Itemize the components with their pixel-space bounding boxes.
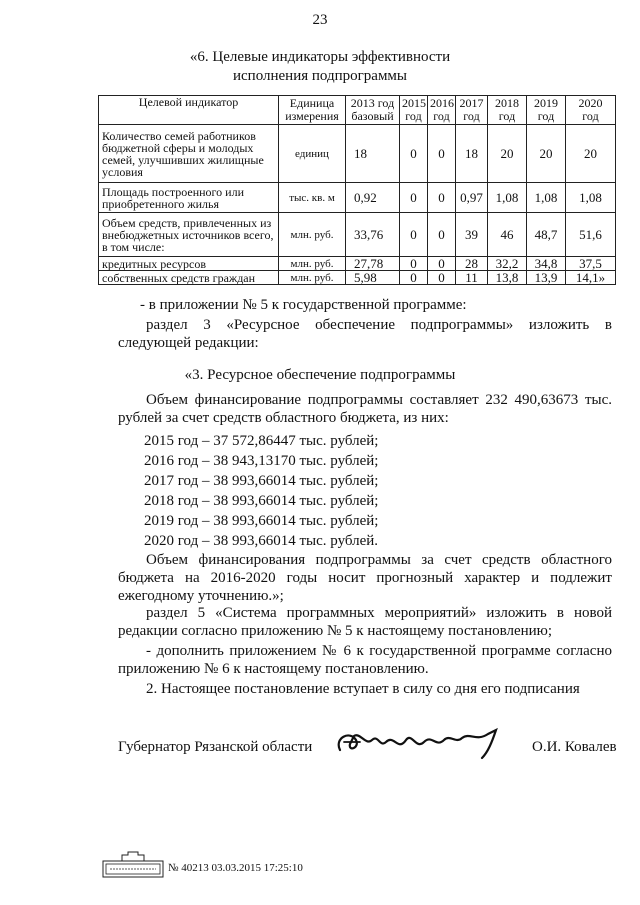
- header-cell: 2015 год: [400, 96, 428, 125]
- value-cell: 46: [488, 213, 527, 257]
- document-stamp-info: № 40213 03.03.2015 17:25:10: [168, 862, 303, 874]
- page-number: 23: [312, 12, 328, 28]
- indicator-name: Площадь построенного или приобретенного жилья: [99, 183, 279, 213]
- year-line-2019: 2019 год – 38 993,66014 тыс. рублей;: [144, 513, 379, 529]
- value-cell: 0: [428, 257, 456, 271]
- indicator-name: Количество семей работников бюджетной сферы и молодых семей, улучшивших жилищные условия: [99, 125, 279, 183]
- paragraph-appendix5: - в приложении № 5 к государственной программе:: [140, 297, 467, 313]
- value-cell: 20: [488, 125, 527, 183]
- paragraph-forecast: Объем финансирования подпрограммы за счет средств областного бюджета на 2016-2020 годы носит прогнозный характер и подлежит ежегодному уточнению.»;: [118, 552, 612, 604]
- unit-cell: млн. руб.: [279, 257, 346, 271]
- value-cell: 0: [428, 271, 456, 285]
- section-title: [100, 48, 540, 86]
- value-cell: 13,8: [488, 271, 527, 285]
- value-cell: 13,9: [527, 271, 566, 285]
- value-cell: 0: [400, 257, 428, 271]
- header-cell: 2018 год: [488, 96, 527, 125]
- value-cell: 37,5: [566, 257, 616, 271]
- table-row: [99, 213, 616, 257]
- paragraph-section3-edit: раздел 3 «Ресурсное обеспечение подпрограммы» изложить в следующей редакции:: [118, 317, 612, 351]
- unit-cell: млн. руб.: [279, 271, 346, 285]
- value-cell: 0: [428, 213, 456, 257]
- section-title-line2: исполнения подпрограммы: [232, 68, 408, 84]
- value-cell: 0: [400, 271, 428, 285]
- handwritten-signature: [320, 722, 520, 762]
- value-cell: 20: [527, 125, 566, 183]
- table-row: [99, 183, 616, 213]
- indicator-name: Объем средств, привлеченных из внебюджетных источников всего, в том числе:: [99, 213, 279, 257]
- value-cell: 39: [456, 213, 488, 257]
- table-row: [99, 257, 616, 271]
- value-cell: 20: [566, 125, 616, 183]
- value-cell: 0,92: [346, 183, 400, 213]
- value-cell: 5,98: [346, 271, 400, 285]
- indicator-name: собственных средств граждан: [99, 271, 279, 285]
- indicators-table: [98, 95, 616, 285]
- year-line-2020: 2020 год – 38 993,66014 тыс. рублей.: [144, 533, 379, 549]
- value-cell: 32,2: [488, 257, 527, 271]
- paragraph-effective: 2. Настоящее постановление вступает в силу со дня его подписания: [146, 681, 580, 697]
- value-cell: 14,1»: [566, 271, 616, 285]
- header-cell: Целевой индикатор: [99, 96, 279, 125]
- value-cell: 1,08: [566, 183, 616, 213]
- year-line-2016: 2016 год – 38 943,13170 тыс. рублей;: [144, 453, 379, 469]
- value-cell: 0: [400, 213, 428, 257]
- header-cell: 2016 год: [428, 96, 456, 125]
- emblem-stamp: [102, 849, 164, 879]
- paragraph-section5-edit: раздел 5 «Система программных мероприятий» изложить в новой редакции согласно приложению № 5 к настоящему постановлению;: [118, 605, 612, 639]
- signatory-name: О.И. Ковалев: [532, 739, 617, 755]
- value-cell: 0,97: [456, 183, 488, 213]
- value-cell: 0: [428, 125, 456, 183]
- value-cell: 18: [456, 125, 488, 183]
- value-cell: 18: [346, 125, 400, 183]
- value-cell: 27,78: [346, 257, 400, 271]
- paragraph-financing-total: Объем финансирование подпрограммы составляет 232 490,63673 тыс. рублей за счет средств областного бюджета, из них:: [118, 392, 612, 426]
- value-cell: 11: [456, 271, 488, 285]
- header-cell: 2020 год: [566, 96, 616, 125]
- value-cell: 28: [456, 257, 488, 271]
- header-cell: 2019 год: [527, 96, 566, 125]
- value-cell: 34,8: [527, 257, 566, 271]
- header-cell: Единица измерения: [279, 96, 346, 125]
- value-cell: 0: [400, 125, 428, 183]
- header-cell: 2017 год: [456, 96, 488, 125]
- value-cell: 33,76: [346, 213, 400, 257]
- table-row: [99, 125, 616, 183]
- year-line-2018: 2018 год – 38 993,66014 тыс. рублей;: [144, 493, 379, 509]
- value-cell: 1,08: [527, 183, 566, 213]
- table-row: [99, 271, 616, 285]
- section-title-line1: «6. Целевые индикаторы эффективности: [189, 49, 451, 65]
- unit-cell: тыс. кв. м: [279, 183, 346, 213]
- year-line-2015: 2015 год – 37 572,86447 тыс. рублей;: [144, 433, 379, 449]
- table-header-row: [99, 96, 616, 125]
- resource-section-title: «3. Ресурсное обеспечение подпрограммы: [184, 367, 456, 383]
- unit-cell: единиц: [279, 125, 346, 183]
- value-cell: 48,7: [527, 213, 566, 257]
- header-cell: 2013 год базовый: [346, 96, 400, 125]
- year-line-2017: 2017 год – 38 993,66014 тыс. рублей;: [144, 473, 379, 489]
- signatory-position: Губернатор Рязанской области: [118, 739, 313, 755]
- value-cell: 0: [400, 183, 428, 213]
- indicator-name: кредитных ресурсов: [99, 257, 279, 271]
- value-cell: 51,6: [566, 213, 616, 257]
- value-cell: 1,08: [488, 183, 527, 213]
- unit-cell: млн. руб.: [279, 213, 346, 257]
- value-cell: 0: [428, 183, 456, 213]
- paragraph-appendix6: - дополнить приложением № 6 к государственной программе согласно приложению № 6 к настоящему постановлению.: [118, 643, 612, 677]
